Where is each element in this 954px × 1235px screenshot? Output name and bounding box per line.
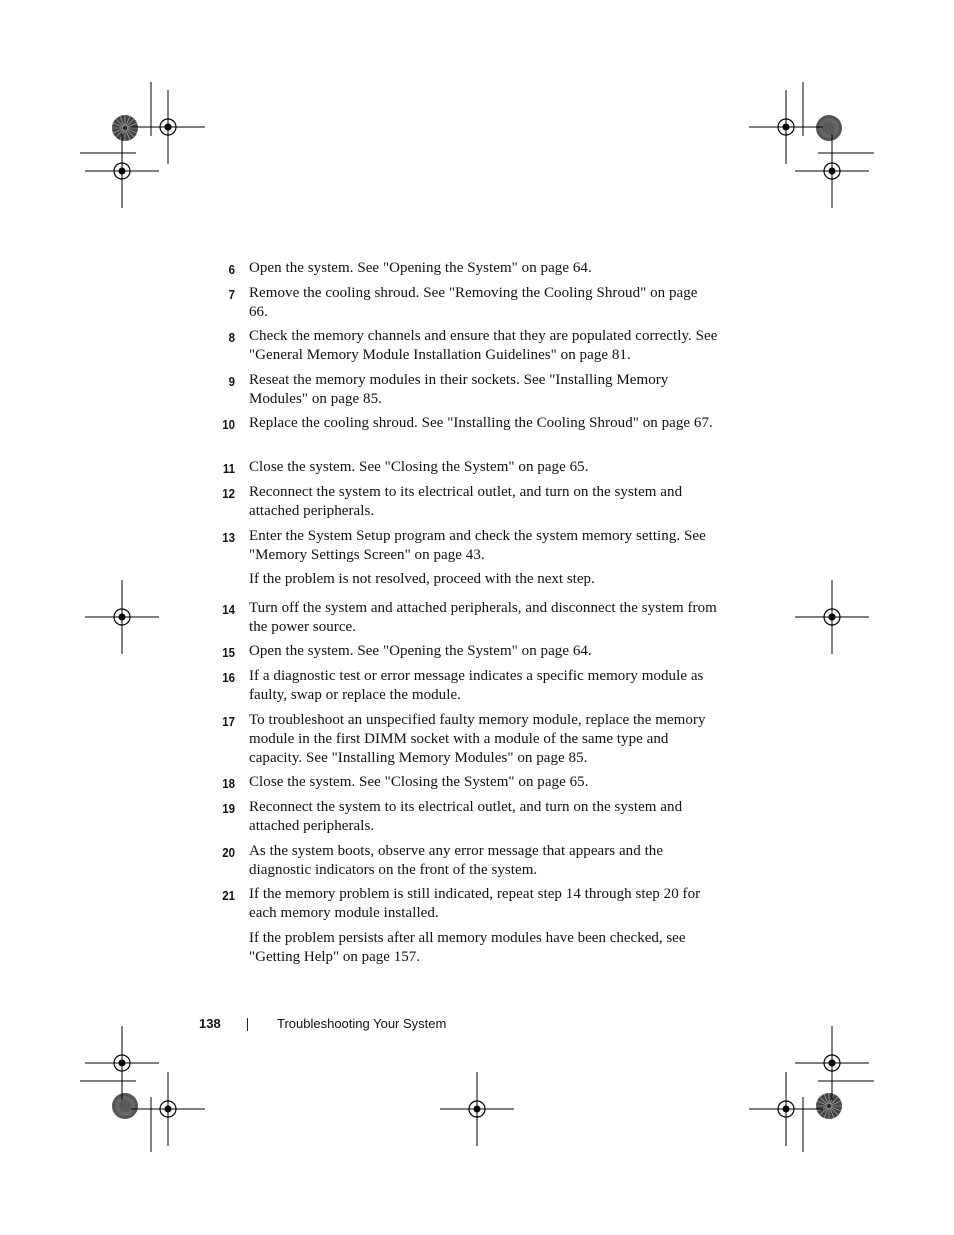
step-11 [200, 458, 720, 478]
step-number: 6 [228, 262, 235, 277]
step-text: Reseat the memory modules in their sockets. See "Installing Memory Modules" on page 85. [249, 372, 669, 407]
page-number: 138 [199, 1016, 221, 1031]
step-text: Check the memory channels and ensure that they are populated correctly. See "General Memory Module Installation Guidelines" on page 81. [249, 328, 718, 363]
step-13 [200, 527, 720, 565]
step-text: Close the system. See "Closing the System" on page 65. [249, 459, 589, 475]
registration-target-icon [85, 1026, 159, 1100]
step-12 [200, 483, 720, 521]
color-bar-grainy-icon [816, 115, 842, 141]
step-21-note: If the problem persists after all memory modules have been checked, see "Getting Help" on page 157. [249, 930, 686, 965]
registration-target-icon [795, 134, 869, 208]
color-bar-grainy-icon [112, 1093, 138, 1119]
step-text: If a diagnostic test or error message indicates a specific memory module as faulty, swap or replace the module. [249, 668, 704, 703]
step-text: Turn off the system and attached peripherals, and disconnect the system from the power source. [249, 600, 717, 635]
step-19 [200, 798, 720, 836]
step-number: 17 [222, 714, 235, 729]
step-18 [200, 773, 720, 793]
step-number: 11 [222, 461, 235, 476]
footer-section-title: Troubleshooting Your System [277, 1016, 447, 1031]
step-number: 10 [222, 417, 235, 432]
registration-target-icon [85, 134, 159, 208]
step-text: Close the system. See "Closing the System" on page 65. [249, 774, 589, 790]
step-8 [200, 327, 720, 365]
step-number: 9 [228, 374, 235, 389]
step-number: 18 [222, 776, 235, 791]
step-number: 19 [222, 801, 235, 816]
registration-target-icon [85, 580, 159, 654]
step-number: 8 [228, 330, 235, 345]
step-number: 12 [222, 486, 235, 501]
step-15 [200, 642, 720, 662]
step-10 [200, 414, 720, 434]
step-text: Reconnect the system to its electrical outlet, and turn on the system and attached peripherals. [249, 799, 683, 834]
color-bar-burst-icon [112, 115, 138, 141]
step-21 [200, 885, 720, 923]
step-16 [200, 667, 720, 705]
step-text: Replace the cooling shroud. See "Installing the Cooling Shroud" on page 67. [249, 415, 713, 431]
registration-target-icon [749, 90, 823, 164]
step-text: Open the system. See "Opening the System" on page 64. [249, 260, 592, 276]
step-9 [200, 371, 720, 409]
registration-target-icon [795, 1026, 869, 1100]
step-number: 16 [222, 670, 235, 685]
step-20 [200, 842, 720, 880]
step-text: Open the system. See "Opening the System" on page 64. [249, 643, 592, 659]
step-text: Remove the cooling shroud. See "Removing the Cooling Shroud" on page 66. [249, 285, 698, 320]
step-7 [200, 284, 720, 322]
step-text: Reconnect the system to its electrical outlet, and turn on the system and attached peripherals. [249, 484, 683, 519]
step-number: 20 [222, 845, 235, 860]
registration-target-icon [131, 90, 205, 164]
step-text: As the system boots, observe any error message that appears and the diagnostic indicators on the front of the system. [249, 843, 664, 878]
registration-target-icon [440, 1072, 514, 1146]
step-17 [200, 711, 720, 768]
step-text: If the memory problem is still indicated, repeat step 14 through step 20 for each memory module installed. [249, 886, 701, 921]
step-14 [200, 599, 720, 637]
step-13-note: If the problem is not resolved, proceed with the next step. [249, 571, 595, 587]
step-number: 21 [222, 888, 235, 903]
registration-target-icon [795, 580, 869, 654]
step-number: 14 [222, 602, 235, 617]
registration-target-icon [749, 1072, 823, 1146]
step-number: 7 [228, 287, 235, 302]
step-text: Enter the System Setup program and check the system memory setting. See "Memory Settings Screen" on page 43. [249, 528, 706, 563]
step-number: 15 [222, 645, 235, 660]
step-number: 13 [222, 530, 235, 545]
registration-target-icon [131, 1072, 205, 1146]
step-text: To troubleshoot an unspecified faulty memory module, replace the memory module in the first DIMM socket with a module of the same type and capacity. See "Installing Memory Modules" on page 85. [249, 712, 706, 766]
step-6 [200, 259, 720, 279]
color-bar-burst-icon [816, 1093, 842, 1119]
footer-divider [247, 1018, 248, 1031]
